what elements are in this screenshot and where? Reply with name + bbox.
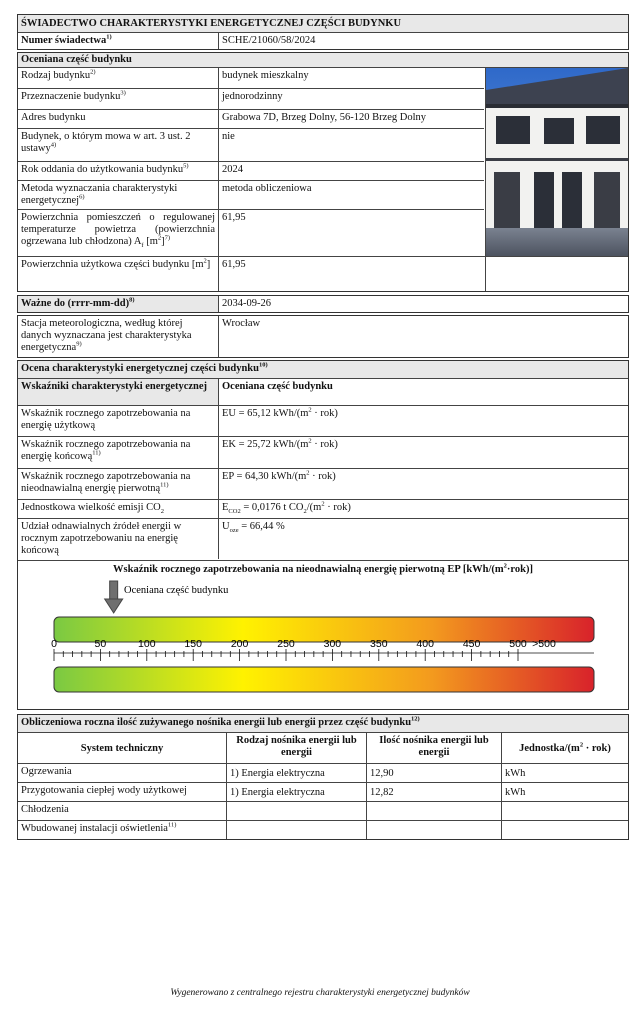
col-carrier: Rodzaj nośnika energii lub energii [236, 735, 357, 758]
table-cell-carrier: 1) Energia elektryczna [230, 787, 325, 798]
scale-tick-label: 250 [277, 638, 295, 650]
table-row-lighting: Wbudowanej instalacji oświetlenia$^{11)}$ [21, 821, 177, 834]
table-cell-amount: 12,82 [370, 787, 394, 798]
table-cell-unit: kWh [505, 768, 526, 779]
ek-label: Wskaźnik rocznego zapotrzebowania na energię końcową$^{11)}$ [21, 439, 191, 462]
row-label-year: Rok oddania do użytkowania budynku$^{5)}$ [21, 162, 189, 175]
ep-label: Wskaźnik rocznego zapotrzebowania na nieodnawialną energię pierwotną$^{11)}$ [21, 471, 191, 494]
eu-label: Wskaźnik rocznego zapotrzebowania na energię użytkową [21, 408, 191, 431]
row-label-address: Adres budynku [21, 112, 86, 123]
scale-tick-label: 200 [230, 638, 249, 650]
certificate-number-label: Numer świadectwa$^{1)}$ [21, 33, 112, 46]
ep-value: EP = 64,30 kWh/$(m^2 \cdot rok)$ [222, 469, 336, 482]
marker-arrow-head [105, 599, 123, 613]
document-title: ŚWIADECTWO CHARAKTERYSTYKI ENERGETYCZNEJ CZĘŚCI BUDYNKU [18, 15, 628, 32]
col-system: System techniczny [80, 743, 164, 754]
scale-tick-label: >500 [532, 638, 556, 650]
station-label: Stacja meteorologiczna, według której danych wyznaczana jest charakterystyka energetyczna$^{9)}$ [21, 318, 192, 353]
assessed-col-header: Oceniana część budynku [222, 381, 333, 392]
row-label-purpose: Przeznaczenie budynku$^{3)}$ [21, 89, 126, 102]
ek-value: EK = 25,72 kWh/$(m^2 \cdot rok)$ [222, 437, 338, 450]
scale-tick-label: 100 [138, 638, 156, 650]
section-carriers-header: Obliczeniowa roczna ilość zużywanego nośnika energii lub energii przez część budynku$^{12)}$ [18, 715, 628, 732]
row-label-heated-area: Powierzchnia pomieszczeń o regulowanej temperaturze powietrza (powierzchnia ogrzewana lub chłodzona) $A_f$ $[m^2]^{7)}$ [21, 212, 215, 250]
marker-arrow-shaft [110, 581, 118, 599]
house-illustration [486, 68, 628, 256]
valid-until-value: 2034-09-26 [222, 298, 271, 309]
certificate-number-value: SCHE/21060/58/2024 [222, 35, 316, 46]
row-value-purpose: jednorodzinny [222, 91, 283, 102]
scale-tick-label: 500 [509, 638, 527, 650]
row-value-art3: nie [222, 131, 235, 142]
section-assessed-header: Oceniana część budynku [18, 53, 628, 67]
scale-tick-label: 0 [51, 638, 57, 650]
oze-label: Udział odnawialnych źródeł energii w rocznym zapotrzebowaniu na energię końcową [21, 521, 182, 556]
building-photo [486, 68, 628, 256]
scale-bar-bottom [54, 667, 594, 692]
eu-value: EU = 65,12 kWh/$(m^2 \cdot rok)$ [222, 406, 338, 419]
valid-until-block [17, 295, 629, 313]
scale-tick-label: 350 [370, 638, 388, 650]
row-value-method: metoda obliczeniowa [222, 183, 312, 194]
row-value-year: 2024 [222, 164, 243, 175]
scale-tick-label: 50 [94, 638, 107, 650]
oze-value: $U_{oze} = 66,44$ % [222, 521, 285, 535]
row-label-type: Rodzaj budynku$^{2)}$ [21, 68, 96, 81]
col-amount: Ilość nośnika energii lub energii [379, 735, 489, 758]
row-value-usable-area: 61,95 [222, 259, 246, 270]
scale-title: Wskaźnik rocznego zapotrzebowania na nieodnawialną energię pierwotną EP $[kWh/(m^2\cdot rok)]$ [113, 562, 533, 575]
section-energy-carriers [17, 714, 629, 840]
row-label-usable-area: Powierzchnia użytkowa części budynku $[m^2]$ [21, 257, 211, 270]
co2-label: Jednostkowa wielkość emisji $CO_2$ [21, 502, 164, 516]
energy-scale [18, 579, 628, 709]
table-cell-amount: 12,90 [370, 768, 394, 779]
scale-tick-label: 300 [323, 638, 342, 650]
scale-tick-label: 150 [184, 638, 202, 650]
valid-until-label: Ważne do (rrrr-mm-dd)$^{8)}$ [18, 296, 218, 312]
table-cell-unit: kWh [505, 787, 526, 798]
col-unit: Jednostka/$(m^2 \cdot rok)$ [519, 741, 611, 754]
section-assessed-part [17, 52, 629, 292]
station-value: Wrocław [222, 318, 261, 329]
marker-label: Oceniana część budynku [124, 585, 229, 596]
table-row-heating: Ogrzewania [21, 766, 72, 777]
table-row-hot-water: Przygotowania ciepłej wody użytkowej [21, 785, 187, 796]
table-cell-carrier: 1) Energia elektryczna [230, 768, 325, 779]
co2-value: $E_{CO2} = 0,0176$ t $CO_2/(m^2 \cdot rok)$ [222, 500, 351, 516]
row-label-art3: Budynek, o którym mowa w art. 3 ust. 2 ustawy$^{4)}$ [21, 131, 191, 154]
indicators-col-header: Wskaźniki charakterystyki energetycznej [18, 379, 218, 405]
section-energy-header: Ocena charakterystyki energetycznej części budynku$^{10)}$ [18, 361, 628, 378]
scale-tick-label: 450 [462, 638, 481, 650]
row-value-address: Grabowa 7D, Brzeg Dolny, 56-120 Brzeg Dolny [222, 112, 427, 123]
row-value-type: budynek mieszkalny [222, 70, 309, 81]
row-label-method: Metoda wyznaczania charakterystyki energetycznej$^{6)}$ [21, 183, 178, 206]
title-block [17, 14, 629, 50]
row-value-heated-area: 61,95 [222, 212, 246, 223]
table-row-cooling: Chłodzenia [21, 804, 69, 815]
scale-tick-label: 400 [416, 638, 434, 650]
section-energy-assessment [17, 360, 629, 710]
footer-note: Wygenerowano z centralnego rejestru charakterystyki energetycznej budynków [170, 988, 470, 998]
marker-arrow-icon [105, 581, 123, 613]
station-block [17, 315, 629, 358]
